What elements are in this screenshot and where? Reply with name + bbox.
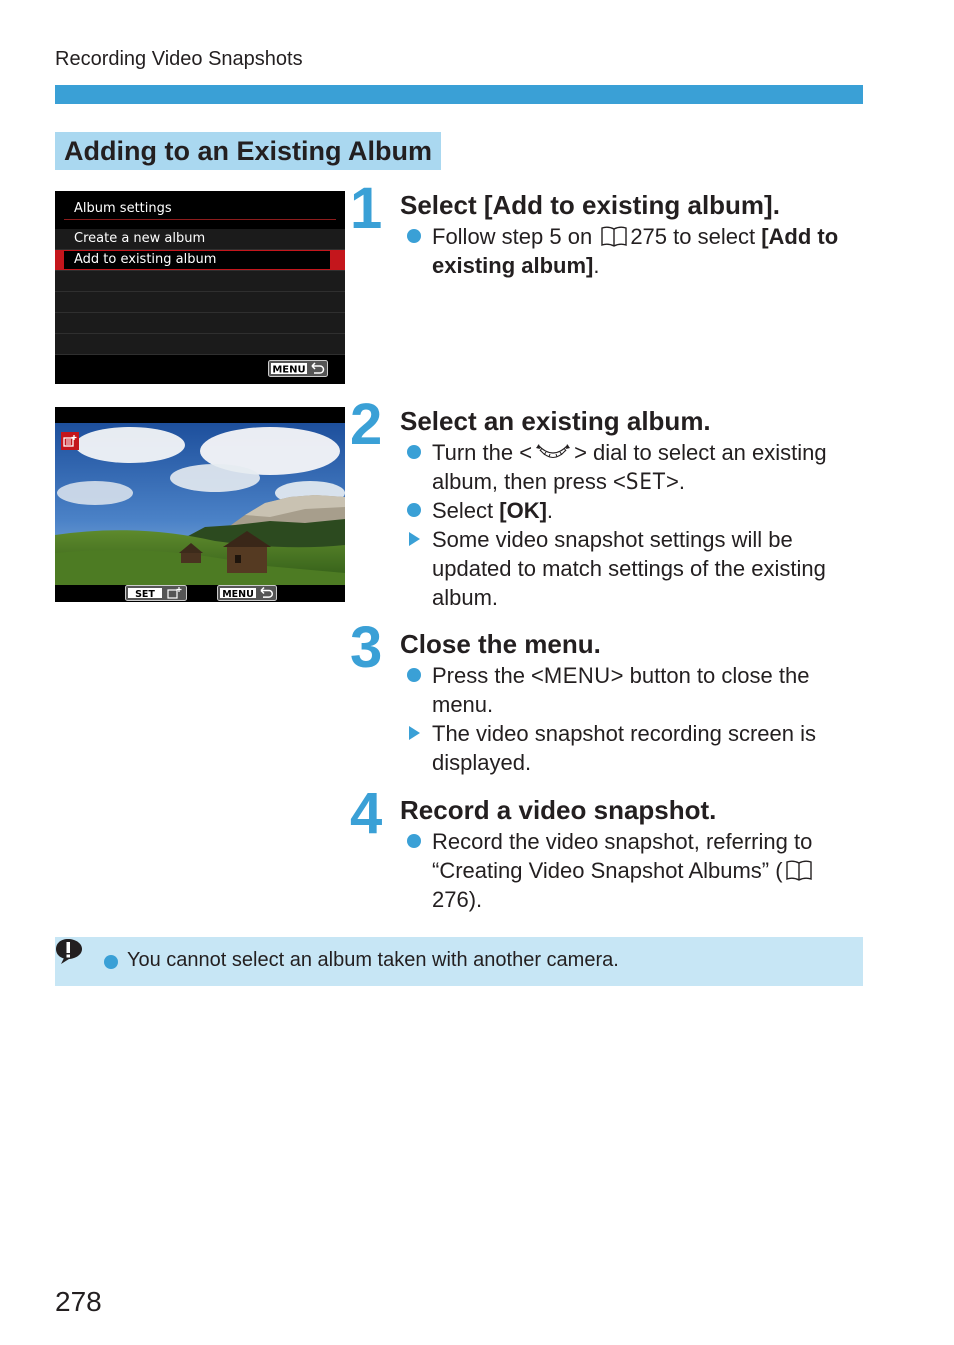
menu-item-label: Create a new album [74, 231, 206, 246]
step-number: 1 [350, 176, 381, 241]
step-item: Press the <MENU> button to close the menu. [432, 663, 810, 717]
bullet-icon [104, 955, 118, 969]
menu-row-empty [55, 271, 345, 292]
caution-text: You cannot select an album taken with another camera. [127, 949, 619, 971]
step-item: The video snapshot recording screen is displayed. [432, 721, 816, 775]
screen-title: Album settings [74, 201, 172, 216]
section-title: Adding to an Existing Album [55, 132, 441, 170]
camera-screen-album-preview [55, 407, 345, 602]
bottom-bar [55, 585, 345, 602]
menu-back-button[interactable] [268, 360, 328, 377]
arrow-icon [409, 532, 420, 546]
header-bar [55, 85, 863, 104]
bullet-icon [407, 834, 421, 848]
running-head: Recording Video Snapshots [55, 48, 303, 70]
step-item: Some video snapshot settings will be updated to match settings of the existing album. [432, 527, 826, 610]
step-number: 3 [350, 615, 381, 680]
bullet-icon [407, 503, 421, 517]
book-icon [785, 859, 813, 881]
menu-item-add-existing[interactable] [55, 250, 345, 271]
quick-control-dial-icon [534, 441, 572, 463]
set-album-button[interactable] [125, 585, 187, 601]
landscape-photo [55, 423, 345, 585]
bullet-icon [407, 229, 421, 243]
book-icon [600, 225, 628, 247]
step-item: Record the video snapshot, referring to “Creating Video Snapshot Albums” (276). [432, 829, 813, 912]
step-title: Select [Add to existing album]. [400, 190, 780, 220]
step-number: 4 [350, 781, 381, 846]
step-item: Turn the < > dial to select an existing album, then press <SET>. [432, 440, 827, 495]
step-title: Close the menu. [400, 629, 601, 659]
step-title: Record a video snapshot. [400, 795, 717, 825]
menu-key-label: MENU [272, 364, 306, 376]
step-item: Follow step 5 on 275 to select [Add to existing album]. [432, 224, 839, 278]
caution-icon [55, 937, 85, 967]
menu-row-empty [55, 313, 345, 334]
step-item: Select [OK]. [432, 498, 554, 523]
camera-screen-album-settings [55, 191, 345, 384]
set-key-label: SET [135, 588, 155, 600]
bullet-icon [407, 445, 421, 459]
menu-key-label: MENU [222, 588, 254, 600]
bullet-icon [407, 668, 421, 682]
menu-row-empty [55, 292, 345, 313]
page-number: 278 [55, 1286, 102, 1317]
step-number: 2 [350, 392, 381, 457]
step-title: Select an existing album. [400, 406, 711, 436]
menu-back-button[interactable] [217, 585, 277, 601]
menu-item-create-album[interactable] [55, 229, 345, 250]
menu-item-label: Add to existing album [74, 252, 217, 267]
album-icon [61, 432, 79, 450]
arrow-icon [409, 726, 420, 740]
title-divider [64, 219, 336, 220]
menu-row-empty [55, 334, 345, 355]
